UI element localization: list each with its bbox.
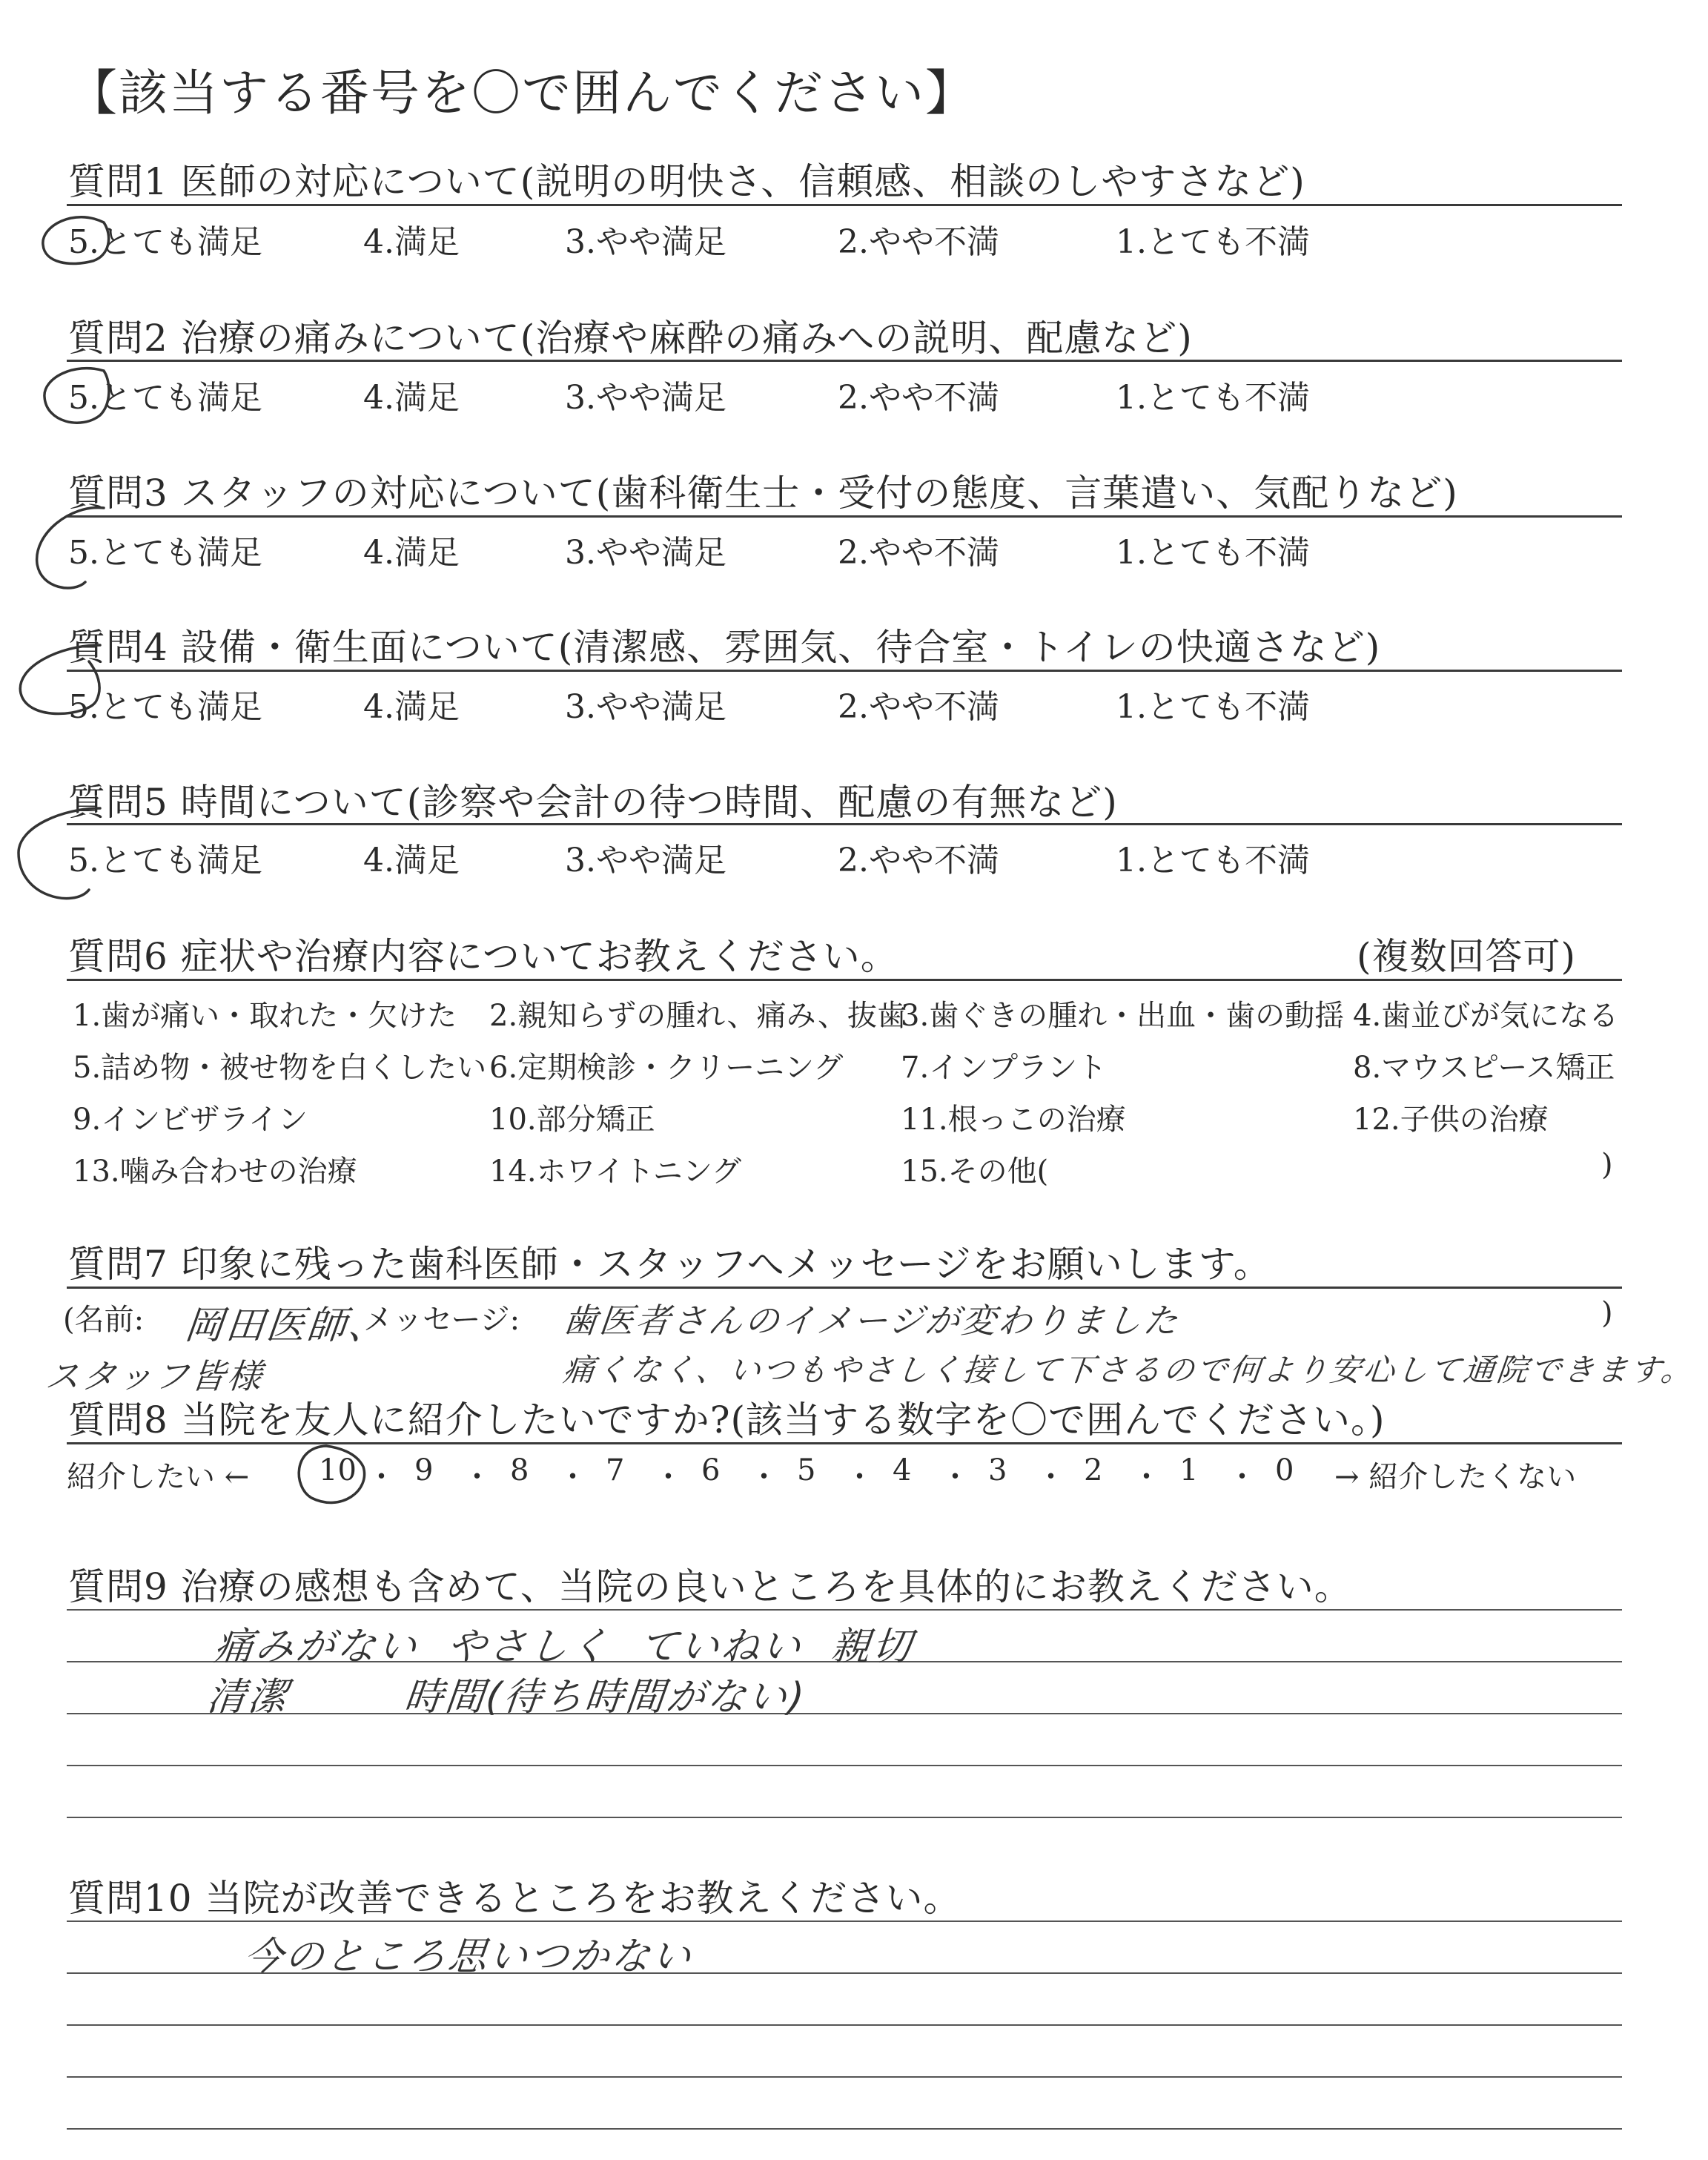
option-4[interactable]: 4.満足	[363, 688, 460, 726]
question-4-title: 質問4 設備・衛生面について(清潔感、雰囲気、待合室・トイレの快適さなど)	[68, 626, 1381, 669]
answer-line	[67, 2076, 1622, 2078]
question-7-title: 質問7 印象に残った歯科医師・スタッフへメッセージをお願いします。	[68, 1243, 1271, 1286]
scale-value-7[interactable]: 7	[606, 1453, 625, 1487]
scale-value-1[interactable]: 1	[1179, 1453, 1199, 1487]
symptom-option[interactable]: 9.インビザライン	[73, 1103, 308, 1137]
question-6-title: 質問6 症状や治療内容についてお教えください。	[68, 935, 898, 978]
divider	[67, 360, 1622, 362]
option-3[interactable]: 3.やや満足	[565, 223, 726, 261]
question-6-note: (複数回答可)	[1357, 935, 1577, 978]
question-3-title: 質問3 スタッフの対応について(歯科衛生士・受付の態度、言葉遣い、気配りなど)	[68, 472, 1458, 515]
symptom-option[interactable]: 13.噛み合わせの治療	[73, 1155, 357, 1189]
divider	[67, 823, 1622, 825]
option-5[interactable]: 5.とても満足	[68, 379, 262, 417]
option-1[interactable]: 1.とても不満	[1116, 842, 1310, 879]
symptom-option[interactable]: 8.マウスピース矯正	[1353, 1051, 1615, 1085]
symptom-option[interactable]: 4.歯並びが気になる	[1353, 999, 1619, 1033]
handwritten-answer: 痛みがない やさしく ていねい 親切	[212, 1625, 916, 1669]
symptom-option[interactable]: 11.根っこの治療	[901, 1103, 1126, 1137]
handwritten-message: 歯医者さんのイメージが変わりました	[560, 1301, 1182, 1341]
question-10-title: 質問10 当院が改善できるところをお教えください。	[68, 1877, 961, 1920]
answer-line	[67, 1765, 1622, 1766]
scale-value-2[interactable]: 2	[1084, 1453, 1103, 1487]
scale-separator: ・	[557, 1460, 588, 1494]
option-4[interactable]: 4.満足	[363, 534, 460, 572]
handwritten-message: 痛くなく、いつもやさしく接して下さるので何より安心して通院できます。	[561, 1352, 1697, 1388]
divider	[67, 670, 1622, 672]
scale-value-10[interactable]: 10	[319, 1453, 357, 1487]
other-close-paren: )	[1601, 1148, 1613, 1182]
question-5-title: 質問5 時間について(診察や会計の待つ時間、配慮の有無など)	[68, 781, 1118, 824]
scale-separator: ・	[366, 1460, 397, 1494]
question-1-title: 質問1 医師の対応について(説明の明快さ、信頼感、相談のしやすさなど)	[68, 160, 1305, 203]
symptom-option[interactable]: 3.歯ぐきの腫れ・出血・歯の動揺	[901, 999, 1345, 1033]
option-5[interactable]: 5.とても満足	[68, 534, 262, 572]
question-8-title: 質問8 当院を友人に紹介したいですか?(該当する数字を〇で囲んでください。)	[68, 1398, 1386, 1441]
scale-value-5[interactable]: 5	[797, 1453, 816, 1487]
symptom-option[interactable]: 7.インプラント	[901, 1051, 1108, 1085]
symptom-option[interactable]: 2.親知らずの腫れ、痛み、抜歯	[489, 999, 907, 1033]
option-5[interactable]: 5.とても満足	[68, 223, 262, 261]
option-5[interactable]: 5.とても満足	[68, 842, 262, 879]
scale-value-4[interactable]: 4	[893, 1453, 912, 1487]
scale-separator: ・	[1131, 1460, 1162, 1494]
close-paren: )	[1601, 1296, 1613, 1330]
question-9-title: 質問9 治療の感想も含めて、当院の良いところを具体的にお教えください。	[68, 1565, 1352, 1608]
symptom-option[interactable]: 14.ホワイトニング	[489, 1155, 742, 1189]
scale-separator: ・	[653, 1460, 683, 1494]
scale-value-9[interactable]: 9	[414, 1453, 434, 1487]
divider	[67, 515, 1622, 518]
symptom-option[interactable]: 5.詰め物・被せ物を白くしたい	[73, 1051, 487, 1085]
handwritten-answer: 清潔 時間(待ち時間がない)	[205, 1675, 809, 1720]
option-3[interactable]: 3.やや満足	[565, 379, 726, 417]
option-2[interactable]: 2.やや不満	[838, 379, 999, 417]
name-label: (名前:	[63, 1303, 145, 1337]
divider	[67, 1442, 1622, 1444]
scale-value-3[interactable]: 3	[988, 1453, 1007, 1487]
answer-line	[67, 1609, 1622, 1611]
scale-separator: ・	[1227, 1460, 1257, 1494]
answer-line	[67, 1920, 1622, 1922]
option-4[interactable]: 4.満足	[363, 379, 460, 417]
symptom-option[interactable]: 15.その他(	[901, 1155, 1049, 1189]
recommend-left-label: 紹介したい ←	[67, 1460, 250, 1494]
option-1[interactable]: 1.とても不満	[1116, 223, 1310, 261]
divider	[67, 979, 1622, 981]
option-1[interactable]: 1.とても不満	[1116, 534, 1310, 572]
option-2[interactable]: 2.やや不満	[838, 842, 999, 879]
question-2-title: 質問2 治療の痛みについて(治療や麻酔の痛みへの説明、配慮など)	[68, 317, 1193, 360]
scale-separator: ・	[1036, 1460, 1066, 1494]
option-3[interactable]: 3.やや満足	[565, 842, 726, 879]
symptom-option[interactable]: 1.歯が痛い・取れた・欠けた	[73, 999, 457, 1033]
option-2[interactable]: 2.やや不満	[838, 534, 999, 572]
symptom-option[interactable]: 6.定期検診・クリーニング	[489, 1051, 844, 1085]
option-3[interactable]: 3.やや満足	[565, 534, 726, 572]
handwritten-answer: 今のところ思いつかない	[242, 1935, 695, 1979]
option-2[interactable]: 2.やや不満	[838, 223, 999, 261]
recommend-right-label: → 紹介したくない	[1334, 1460, 1577, 1494]
scale-separator: ・	[844, 1460, 875, 1494]
option-4[interactable]: 4.満足	[363, 842, 460, 879]
handwritten-name: スタッフ皆様	[43, 1356, 266, 1396]
scale-value-6[interactable]: 6	[701, 1453, 721, 1487]
message-label: メッセージ:	[363, 1303, 520, 1337]
scale-separator: ・	[462, 1460, 492, 1494]
option-1[interactable]: 1.とても不満	[1116, 379, 1310, 417]
handwritten-name: 岡田医師、	[182, 1304, 391, 1348]
scale-value-8[interactable]: 8	[510, 1453, 529, 1487]
option-3[interactable]: 3.やや満足	[565, 688, 726, 726]
scale-separator: ・	[940, 1460, 970, 1494]
symptom-option[interactable]: 10.部分矯正	[489, 1103, 655, 1137]
option-1[interactable]: 1.とても不満	[1116, 688, 1310, 726]
divider	[67, 204, 1622, 206]
scale-value-0[interactable]: 0	[1275, 1453, 1294, 1487]
form-header: 【該当する番号を〇で囲んでください】	[68, 65, 976, 122]
option-2[interactable]: 2.やや不満	[838, 688, 999, 726]
answer-line	[67, 2024, 1622, 2026]
answer-line	[67, 1817, 1622, 1818]
option-5[interactable]: 5.とても満足	[68, 688, 262, 726]
symptom-option[interactable]: 12.子供の治療	[1353, 1103, 1549, 1137]
scale-separator: ・	[749, 1460, 779, 1494]
answer-line	[67, 2128, 1622, 2130]
divider	[67, 1287, 1622, 1289]
option-4[interactable]: 4.満足	[363, 223, 460, 261]
